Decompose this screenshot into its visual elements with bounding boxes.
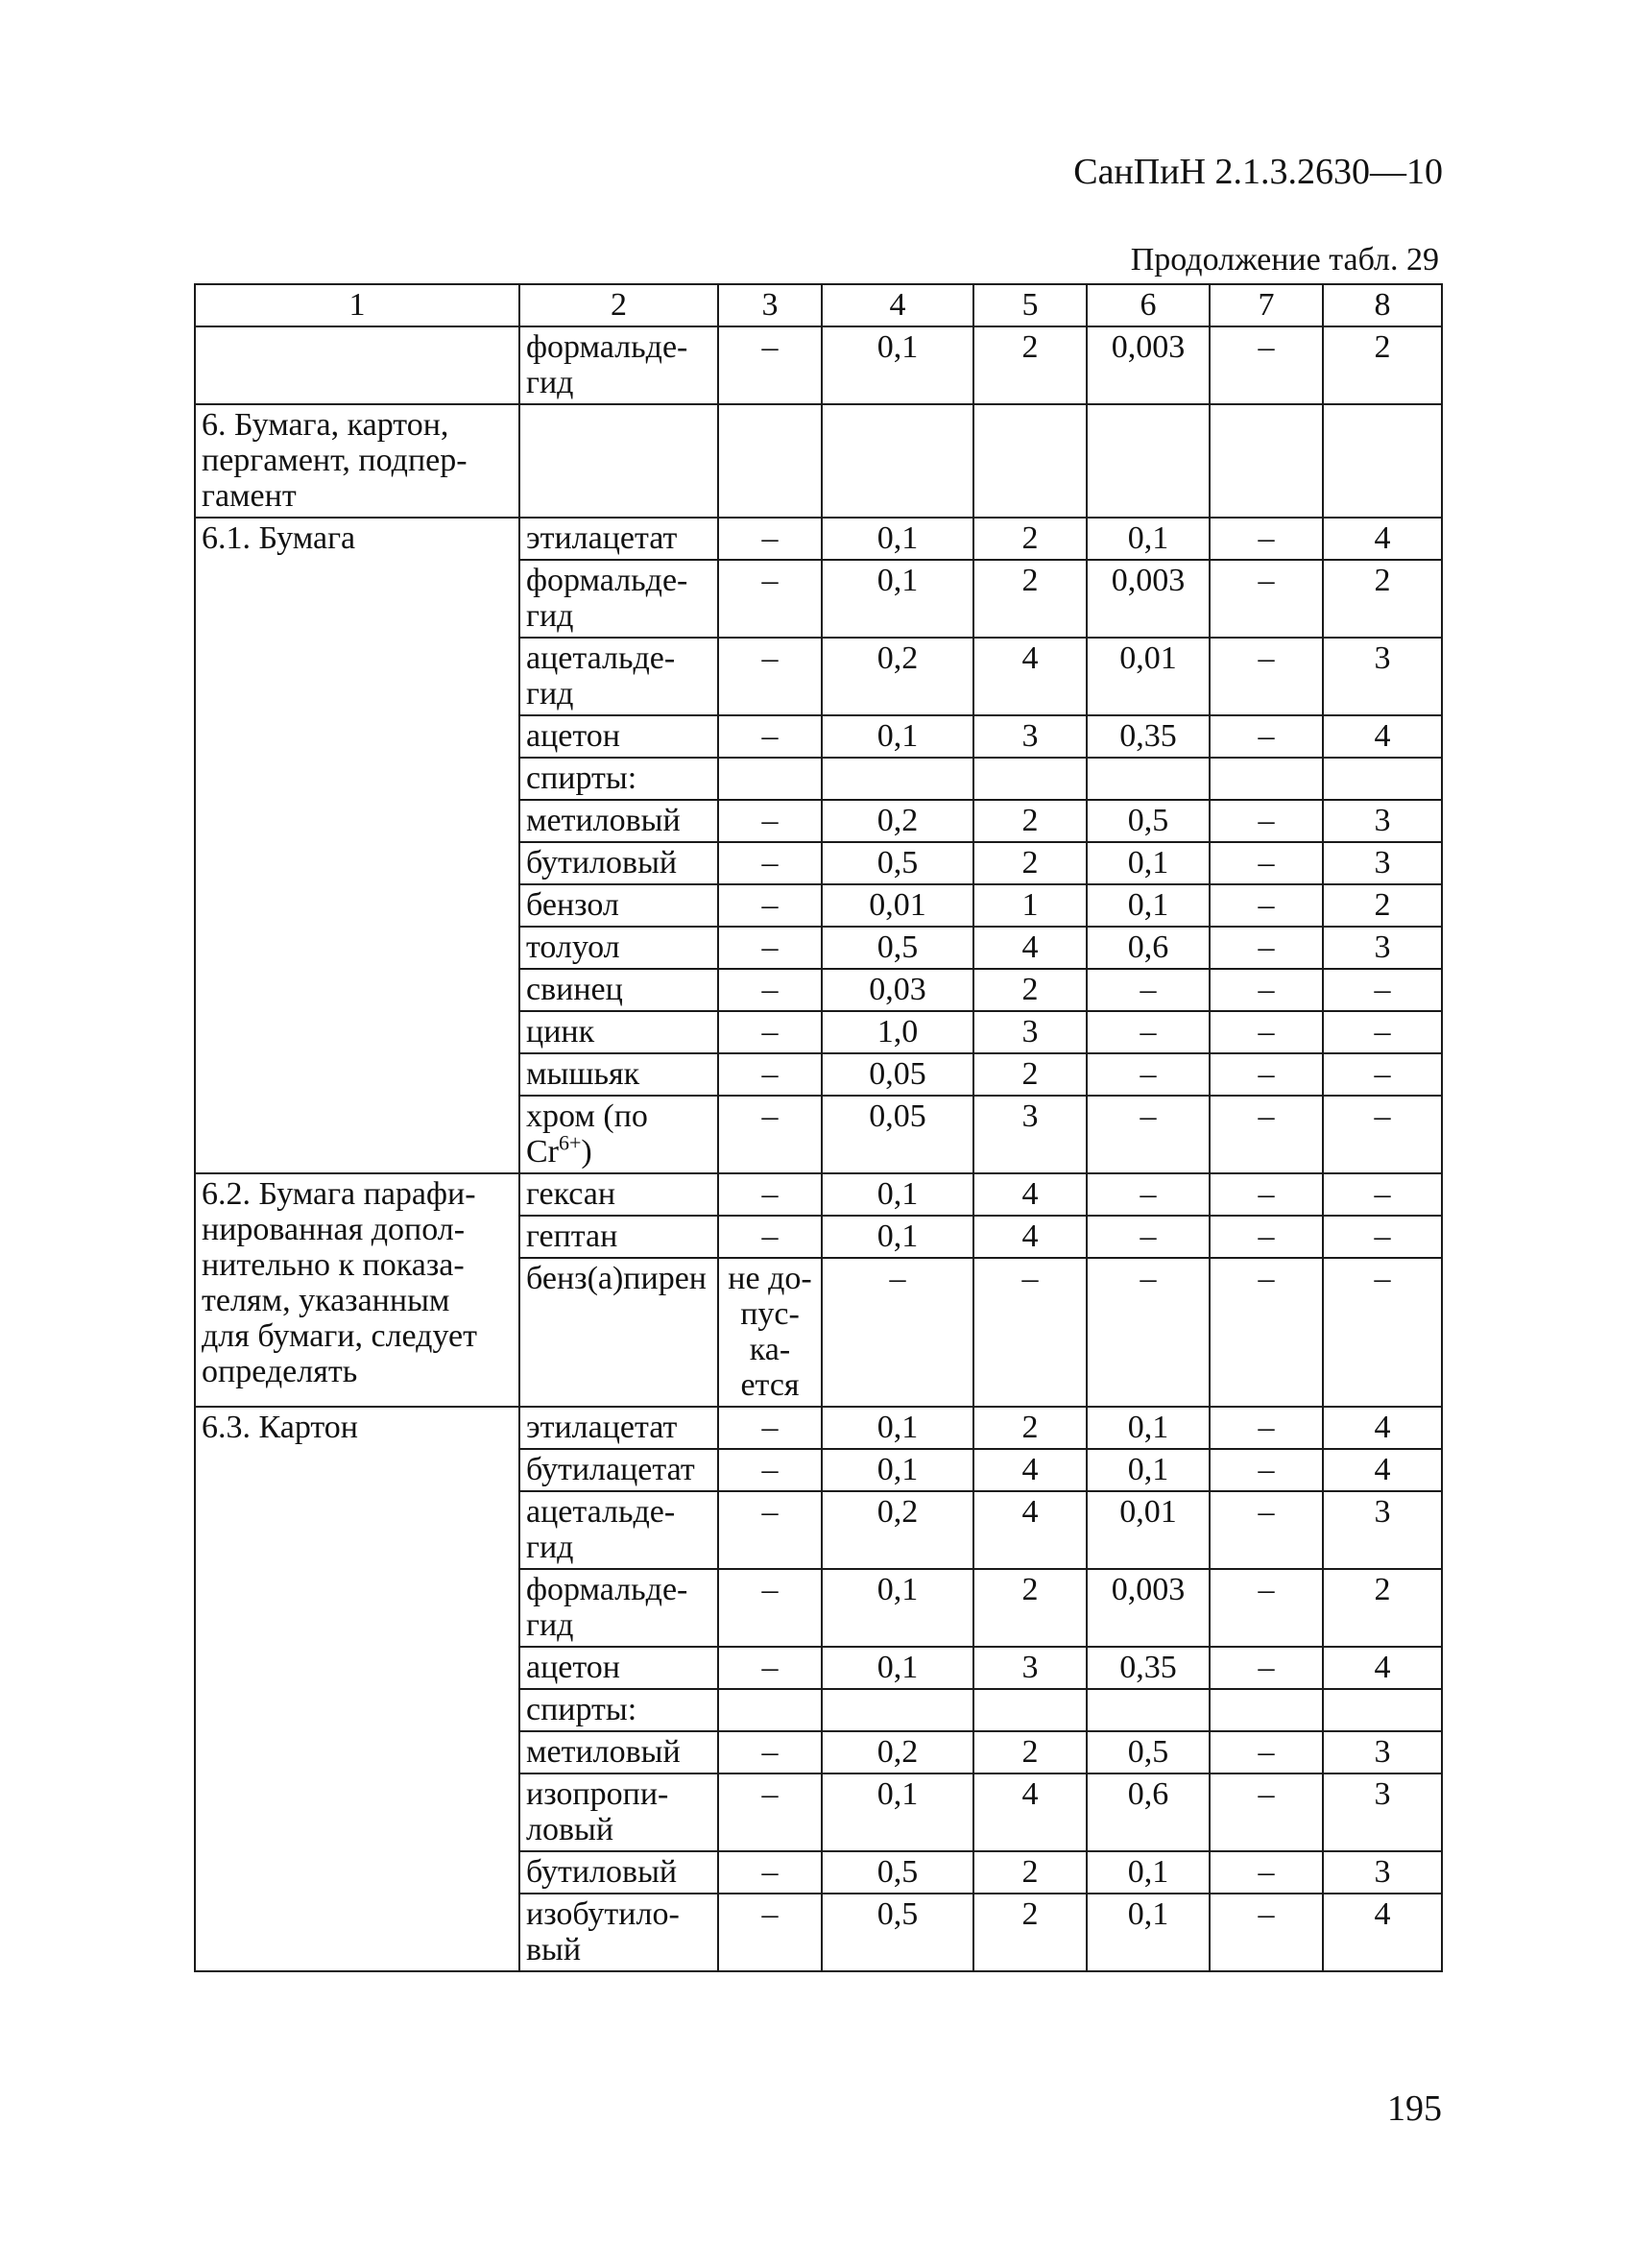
indicator-cell [519,1096,718,1173]
empty-cell [1323,404,1442,518]
document-code: СанПиН 2.1.3.2630—10 [1073,152,1443,192]
cell-col-3: не до- пус- ка- ется [718,1258,822,1407]
cell-col-6: 0,35 [1087,1647,1210,1689]
cell-col-4 [822,758,973,800]
cell-col-5: 4 [973,927,1087,969]
cell-col-5: 2 [973,800,1087,842]
indicator-cell: формальде- гид [519,326,718,404]
cell-col-7: – [1210,1449,1323,1491]
cell-col-4: 0,03 [822,969,973,1011]
indicator-cell: этилацетат [519,518,718,560]
cell-col-6: 0,1 [1087,842,1210,884]
indicator-cell: гексан [519,1173,718,1216]
cell-col-7: – [1210,1258,1323,1407]
indicator-cell: изопропи- ловый [519,1773,718,1851]
cell-col-3: – [718,1851,822,1894]
cell-col-7 [1210,1689,1323,1731]
indicator-cell: бутилацетат [519,1449,718,1491]
cell-col-4: 0,1 [822,1569,973,1647]
cell-col-3: – [718,326,822,404]
cell-col-5: 2 [973,842,1087,884]
cell-col-6: 0,1 [1087,1851,1210,1894]
cell-col-6: 0,01 [1087,638,1210,715]
cell-col-7: – [1210,1173,1323,1216]
cell-col-7: – [1210,1053,1323,1096]
cell-col-5: 4 [973,1449,1087,1491]
cell-col-8: 2 [1323,884,1442,927]
cell-col-7 [1210,758,1323,800]
cell-col-3: – [718,1096,822,1173]
cell-col-6: 0,6 [1087,927,1210,969]
indicator-cell: бензол [519,884,718,927]
cell-col-5 [973,758,1087,800]
indicator-cell: свинец [519,969,718,1011]
page-number: 195 [1387,2088,1442,2129]
cell-col-8: 2 [1323,1569,1442,1647]
cell-col-5: 2 [973,1053,1087,1096]
section-label: 6.2. Бумага парафи- нированная допол- нительно к показа- телям, указанным для бумаги, следует определять [195,1173,519,1407]
cell-col-6: 0,1 [1087,884,1210,927]
cell-col-5: 2 [973,1407,1087,1449]
cell-col-4: 0,05 [822,1053,973,1096]
cell-col-6: 0,35 [1087,715,1210,758]
column-header: 5 [973,284,1087,326]
indicator-text: ) [581,1134,592,1170]
cell-col-4: 1,0 [822,1011,973,1053]
indicator-cell: мышьяк [519,1053,718,1096]
cell-col-6: 0,1 [1087,518,1210,560]
cell-col-8: 4 [1323,1449,1442,1491]
superscript: 6+ [559,1130,582,1155]
cell-col-3: – [718,1216,822,1258]
cell-col-8: 2 [1323,560,1442,638]
cell-col-5: – [973,1258,1087,1407]
cell-col-7: – [1210,1851,1323,1894]
section-heading-row [195,404,1442,518]
cell-col-8: – [1323,1011,1442,1053]
cell-col-5: 1 [973,884,1087,927]
cell-col-7: – [1210,1491,1323,1569]
cell-col-8: – [1323,969,1442,1011]
table-row [195,518,1442,560]
indicator-cell: изобутило- вый [519,1894,718,1971]
table-continuation-caption: Продолжение табл. 29 [1130,242,1439,277]
cell-col-6: 0,5 [1087,800,1210,842]
cell-col-8: 4 [1323,1647,1442,1689]
cell-col-6: 0,003 [1087,1569,1210,1647]
cell-col-8: 4 [1323,1407,1442,1449]
cell-col-7: – [1210,969,1323,1011]
cell-col-8: 3 [1323,638,1442,715]
indicator-cell: ацетон [519,1647,718,1689]
column-header: 1 [195,284,519,326]
indicator-text: Cr [526,1134,559,1170]
cell-col-5: 2 [973,1731,1087,1773]
indicator-cell: цинк [519,1011,718,1053]
indicator-cell: ацетон [519,715,718,758]
cell-col-4: 0,2 [822,1731,973,1773]
cell-col-4: 0,1 [822,1216,973,1258]
cell-col-5 [973,1689,1087,1731]
cell-col-4: 0,2 [822,800,973,842]
cell-col-5: 4 [973,1173,1087,1216]
cell-col-3: – [718,1053,822,1096]
cell-col-8: – [1323,1096,1442,1173]
cell-col-5: 2 [973,969,1087,1011]
cell-col-4: 0,01 [822,884,973,927]
cell-col-3: – [718,1731,822,1773]
indicator-cell: бутиловый [519,1851,718,1894]
section-label: 6.1. Бумага [195,518,519,1173]
cell-col-3: – [718,1894,822,1971]
cell-col-5: 4 [973,638,1087,715]
cell-col-6: – [1087,1216,1210,1258]
cell-col-8: 3 [1323,842,1442,884]
cell-col-8: 3 [1323,927,1442,969]
indicator-cell: формальде- гид [519,560,718,638]
cell-col-3: – [718,1011,822,1053]
cell-col-4: 0,5 [822,927,973,969]
cell-col-6: – [1087,969,1210,1011]
table-29 [194,283,1443,1972]
cell-col-7: – [1210,1647,1323,1689]
cell-col-6 [1087,758,1210,800]
cell-col-7: – [1210,1569,1323,1647]
cell-col-8: 3 [1323,1491,1442,1569]
cell-col-4: 0,2 [822,1491,973,1569]
cell-col-4: 0,1 [822,1407,973,1449]
indicator-cell: формальде- гид [519,1569,718,1647]
cell-col-8: 3 [1323,1773,1442,1851]
cell-col-6: 0,01 [1087,1491,1210,1569]
cell-col-8: – [1323,1053,1442,1096]
indicator-cell: гептан [519,1216,718,1258]
indicator-cell: спирты: [519,758,718,800]
cell-col-4: 0,1 [822,1773,973,1851]
cell-col-4: 0,5 [822,1851,973,1894]
table-row [195,1407,1442,1449]
cell-col-3 [718,758,822,800]
cell-col-5: 2 [973,1851,1087,1894]
cell-col-4: 0,1 [822,326,973,404]
cell-col-6: 0,1 [1087,1407,1210,1449]
cell-col-6: – [1087,1011,1210,1053]
indicator-cell: ацетальде- гид [519,638,718,715]
cell-col-3: – [718,715,822,758]
cell-col-3: – [718,927,822,969]
cell-col-3: – [718,969,822,1011]
cell-col-5: 2 [973,326,1087,404]
cell-col-3: – [718,1647,822,1689]
cell-col-7: – [1210,800,1323,842]
cell-col-3: – [718,1773,822,1851]
cell-col-4 [822,1689,973,1731]
cell-col-3 [718,1689,822,1731]
cell-col-8 [1323,758,1442,800]
empty-cell [1210,404,1323,518]
cell-col-7: – [1210,1011,1323,1053]
cell-col-7: – [1210,560,1323,638]
indicator-cell: толуол [519,927,718,969]
cell-col-5: 4 [973,1491,1087,1569]
cell-col-8: 4 [1323,518,1442,560]
cell-col-5: 2 [973,518,1087,560]
cell-col-8: 2 [1323,326,1442,404]
cell-col-6: – [1087,1173,1210,1216]
cell-col-6: 0,5 [1087,1731,1210,1773]
column-header: 4 [822,284,973,326]
cell-col-3: – [718,1173,822,1216]
cell-col-7: – [1210,884,1323,927]
empty-cell [519,404,718,518]
cell-col-4: 0,2 [822,638,973,715]
table-row [195,1173,1442,1216]
cell-col-6: 0,003 [1087,560,1210,638]
cell-col-3: – [718,884,822,927]
empty-cell [822,404,973,518]
cell-col-7: – [1210,638,1323,715]
column-header: 6 [1087,284,1210,326]
cell-col-4: 0,1 [822,518,973,560]
empty-cell [718,404,822,518]
cell-col-7: – [1210,1407,1323,1449]
cell-col-4: 0,1 [822,715,973,758]
cell-col-5: 2 [973,1894,1087,1971]
cell-col-8: 3 [1323,1731,1442,1773]
empty-cell [973,404,1087,518]
column-header: 8 [1323,284,1442,326]
cell-col-4: – [822,1258,973,1407]
cell-col-8: 4 [1323,715,1442,758]
cell-col-8 [1323,1689,1442,1731]
cell-col-3: – [718,1569,822,1647]
cell-col-8: 3 [1323,800,1442,842]
indicator-cell: метиловый [519,800,718,842]
cell-col-3: – [718,1491,822,1569]
cell-col-6: 0,1 [1087,1449,1210,1491]
cell-col-6: – [1087,1258,1210,1407]
indicator-cell: бутиловый [519,842,718,884]
cell-col-3: – [718,560,822,638]
cell-col-5: 3 [973,715,1087,758]
cell-col-7: – [1210,715,1323,758]
cell-col-5: 4 [973,1216,1087,1258]
indicator-cell: бенз(а)пирен [519,1258,718,1407]
cell-col-3: – [718,638,822,715]
column-header: 2 [519,284,718,326]
cell-col-5: 2 [973,560,1087,638]
cell-col-7: – [1210,1731,1323,1773]
cell-col-7: – [1210,842,1323,884]
section-label: 6.3. Картон [195,1407,519,1971]
cell-col-6: – [1087,1053,1210,1096]
cell-col-6 [1087,1689,1210,1731]
cell-col-3: – [718,518,822,560]
cell-col-3: – [718,800,822,842]
cell-col-8: – [1323,1258,1442,1407]
cell-col-5: 3 [973,1011,1087,1053]
indicator-cell: спирты: [519,1689,718,1731]
cell-col-3: – [718,842,822,884]
cell-col-7: – [1210,1773,1323,1851]
indicator-cell: ацетальде- гид [519,1491,718,1569]
cell-col-4: 0,5 [822,1894,973,1971]
indicator-cell: этилацетат [519,1407,718,1449]
column-header: 7 [1210,284,1323,326]
cell-col-7: – [1210,1894,1323,1971]
cell-col-7: – [1210,326,1323,404]
cell-col-4: 0,05 [822,1096,973,1173]
section-label: 6. Бумага, картон, пергамент, подпер- гамент [195,404,519,518]
cell-col-8: 4 [1323,1894,1442,1971]
column-header: 3 [718,284,822,326]
cell-col-8: – [1323,1216,1442,1258]
table-row [195,326,1442,404]
cell-col-4: 0,1 [822,1449,973,1491]
empty-cell [1087,404,1210,518]
cell-col-3: – [718,1407,822,1449]
cell-col-6: 0,003 [1087,326,1210,404]
indicator-cell: метиловый [519,1731,718,1773]
table-header-row [195,284,1442,326]
cell-col-4: 0,1 [822,1173,973,1216]
cell-col-6: 0,6 [1087,1773,1210,1851]
cell-col-4: 0,1 [822,560,973,638]
cell-col-5: 3 [973,1096,1087,1173]
empty-cell [195,326,519,404]
cell-col-4: 0,5 [822,842,973,884]
cell-col-8: – [1323,1173,1442,1216]
cell-col-3: – [718,1449,822,1491]
cell-col-5: 2 [973,1569,1087,1647]
cell-col-6: 0,1 [1087,1894,1210,1971]
cell-col-4: 0,1 [822,1647,973,1689]
cell-col-7: – [1210,927,1323,969]
cell-col-8: 3 [1323,1851,1442,1894]
cell-col-7: – [1210,518,1323,560]
cell-col-6: – [1087,1096,1210,1173]
cell-col-7: – [1210,1216,1323,1258]
indicator-text: хром (по [526,1098,648,1134]
cell-col-7: – [1210,1096,1323,1173]
cell-col-5: 3 [973,1647,1087,1689]
cell-col-5: 4 [973,1773,1087,1851]
